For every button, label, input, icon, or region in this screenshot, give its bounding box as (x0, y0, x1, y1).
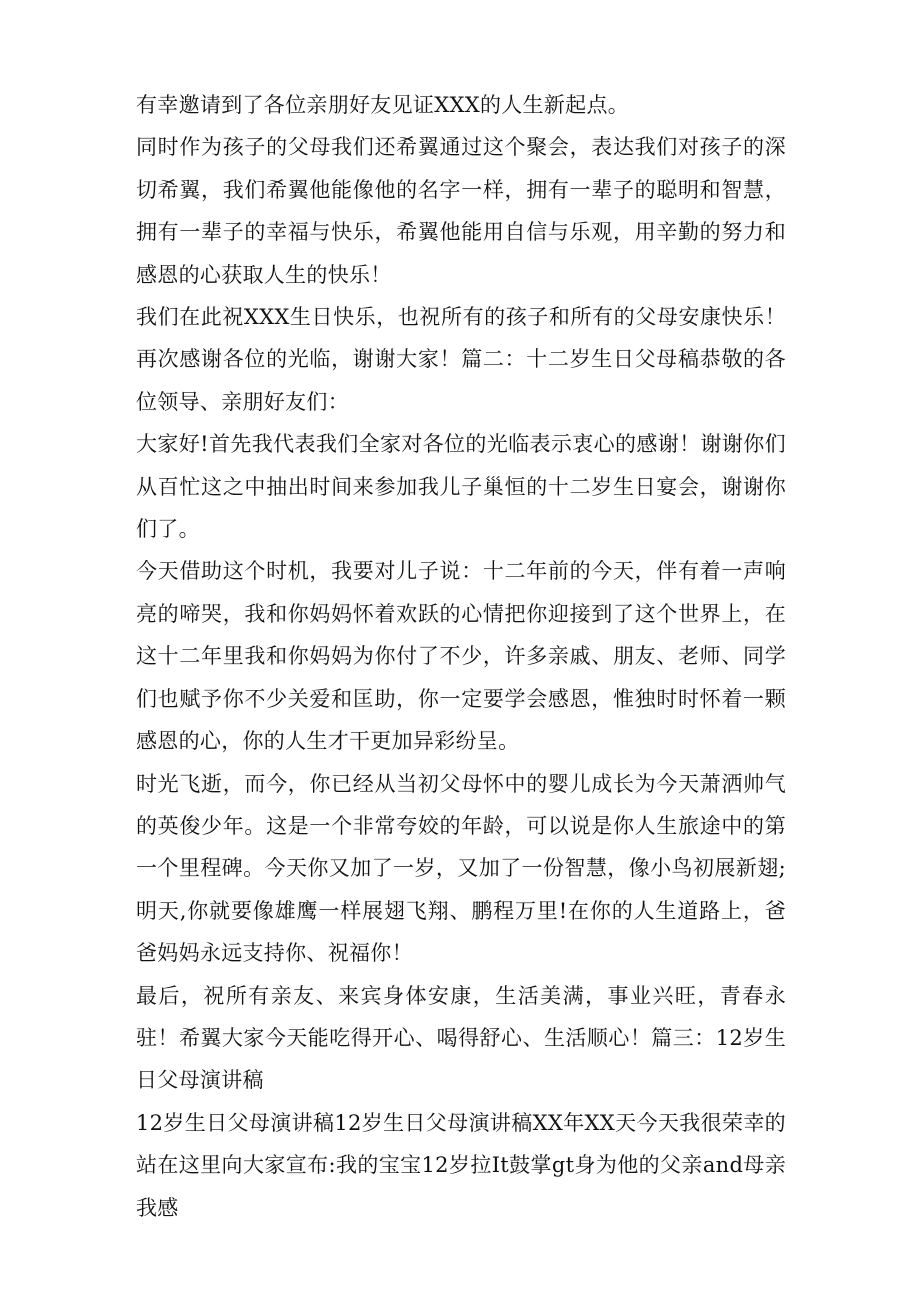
document-page (136, 84, 786, 1229)
paragraph-6: 时光飞逝，而今，你已经从当初父母怀中的婴儿成长为今天萧洒帅气的英俊少年。这是一个非常夸姣的年龄，可以说是你人生旅途中的第一个里程碑。今天你又加了一岁，又加了一份智慧，像小鸟初展新翅;明天,你就要像雄鹰一样展翅飞翔、鹏程万里!在你的人生道路上，爸爸妈妈永远支持你、祝福你！ (136, 771, 786, 966)
paragraph-7: 最后，祝所有亲友、来宾身体安康，生活美满，事业兴旺，青春永驻！希翼大家今天能吃得开心、喝得舒心、生活顺心！篇三：12岁生日父母演讲稿 (136, 983, 786, 1093)
paragraph-4: 大家好!首先我代表我们全家对各位的光临表示衷心的感谢！谢谢你们从百忙这之中抽出时间来参加我儿子巢恒的十二岁生日宴会，谢谢你们了。 (136, 432, 786, 542)
paragraph-1: 有幸邀请到了各位亲朋好友见证XXX的人生新起点。 (136, 93, 630, 117)
paragraph-3: 我们在此祝XXX生日快乐，也祝所有的孩子和所有的父母安康快乐！再次感谢各位的光临，谢谢大家！篇二：十二岁生日父母稿恭敬的各位领导、亲朋好友们： (136, 305, 786, 414)
paragraph-5: 今天借助这个时机，我要对儿子说：十二年前的今天，伴有着一声响亮的啼哭，我和你妈妈怀着欢跃的心情把你迎接到了这个世界上，在这十二年里我和你妈妈为你付了不少，许多亲戚、朋友、老师、同学们也赋予你不少关爱和匡助，你一定要学会感恩，惟独时时怀着一颗感恩的心，你的人生才干更加异彩纷呈。 (136, 559, 786, 754)
paragraph-2: 同时作为孩子的父母我们还希翼通过这个聚会，表达我们对孩子的深切希翼，我们希翼他能像他的名字一样，拥有一辈子的聪明和智慧，拥有一辈子的幸福与快乐，希翼他能用自信与乐观，用辛勤的努力和感恩的心获取人生的快乐！ (136, 135, 786, 287)
paragraph-8: 12岁生日父母演讲稿12岁生日父母演讲稿XX年XX天今天我很荣幸的站在这里向大家宣布:我的宝宝12岁拉It鼓掌gt身为他的父亲and母亲我感 (136, 1110, 786, 1220)
